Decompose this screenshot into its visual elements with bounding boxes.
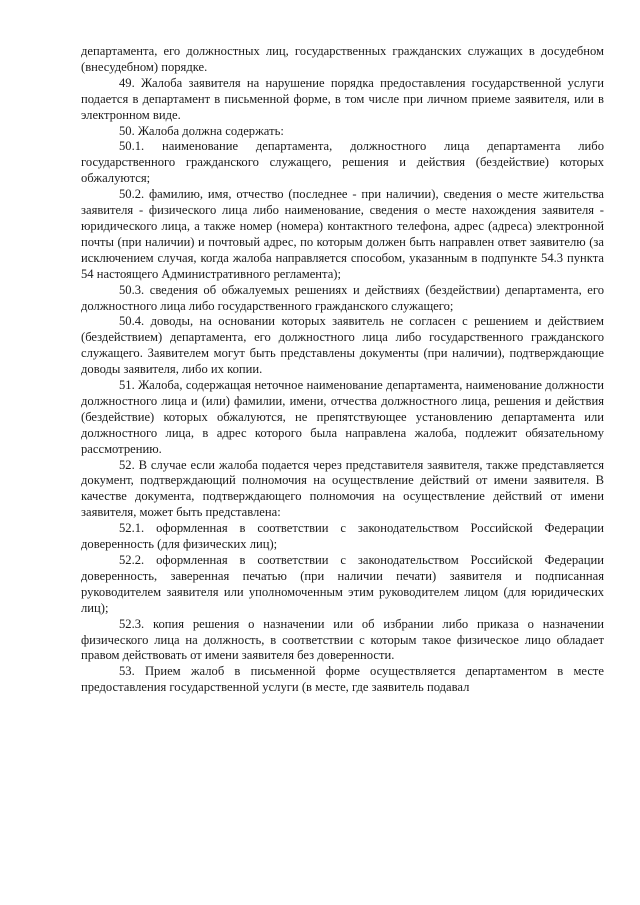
paragraph-49: 49. Жалоба заявителя на нарушение порядка предоставления государственной услуги подается в департамент в письменной форме, в том числе при личном приеме заявителя, или в электронном виде. <box>81 75 604 122</box>
document-page <box>81 44 604 696</box>
paragraph-52-2: 52.2. оформленная в соответствии с законодательством Российской Федерации доверенность, заверенная печатью (при наличии печати) заявителя и подписанная руководителем заявителя или уполномоченным этим руководителем лицом (для юридических лиц); <box>81 553 604 615</box>
paragraph-50-3: 50.3. сведения об обжалуемых решениях и действиях (бездействии) департамента, его должностного лица либо государственного гражданского служащего; <box>81 282 604 313</box>
paragraph-52: 52. В случае если жалоба подается через представителя заявителя, также представляется документ, подтверждающий полномочия на осуществление действий от имени заявителя. В качестве документа, подтверждающего полномочия на осуществление действий от имени заявителя, может быть представлена: <box>81 457 604 520</box>
paragraph-50-2: 50.2. фамилию, имя, отчество (последнее - при наличии), сведения о месте жительства заявителя - физического лица либо наименование, сведения о месте нахождения заявителя - юридического лица, а также номер (номера) контактного телефона, адрес (адреса) электронной почты (при наличии) и почтовый адрес, по которым должен быть направлен ответ заявителю (за исключением случая, когда жалоба направляется способом, указанным в подпункте 54.3 пункта 54 настоящего Административного регламента); <box>81 187 604 281</box>
paragraph-53: 53. Прием жалоб в письменной форме осуществляется департаментом в месте предоставления государственной услуги (в месте, где заявитель подавал <box>81 664 604 695</box>
paragraph-50: 50. Жалоба должна содержать: <box>119 123 284 138</box>
paragraph-continuation: департамента, его должностных лиц, государственных гражданских служащих в досудебном (внесудебном) порядке. <box>81 44 604 74</box>
paragraph-52-3: 52.3. копия решения о назначении или об избрании либо приказа о назначении физического лица на должность, в соответствии с которым такое физическое лицо обладает правом действовать от имени заявителя без доверенности. <box>81 616 604 663</box>
paragraph-50-4: 50.4. доводы, на основании которых заявитель не согласен с решением и действием (бездействием) департамента, его должностного лица либо государственного гражданского служащего. Заявителем могут быть представлены документы (при наличии), подтверждающие доводы заявителя, либо их копии. <box>81 314 604 377</box>
paragraph-52-1: 52.1. оформленная в соответствии с законодательством Российской Федерации доверенность (для физических лиц); <box>81 521 604 552</box>
paragraph-50-1: 50.1. наименование департамента, должностного лица департамента либо государственного гражданского служащего, решения и действия (бездействие) которых обжалуются; <box>81 139 604 186</box>
paragraph-51: 51. Жалоба, содержащая неточное наименование департамента, наименование должности должностного лица и (или) фамилии, имени, отчества должностного лица, решения и действия (бездействие) которых обжалуются, не препятствующее установлению департамента или должностного лица, в адрес которого была направлена жалоба, подлежит обязательному рассмотрению. <box>81 378 604 456</box>
